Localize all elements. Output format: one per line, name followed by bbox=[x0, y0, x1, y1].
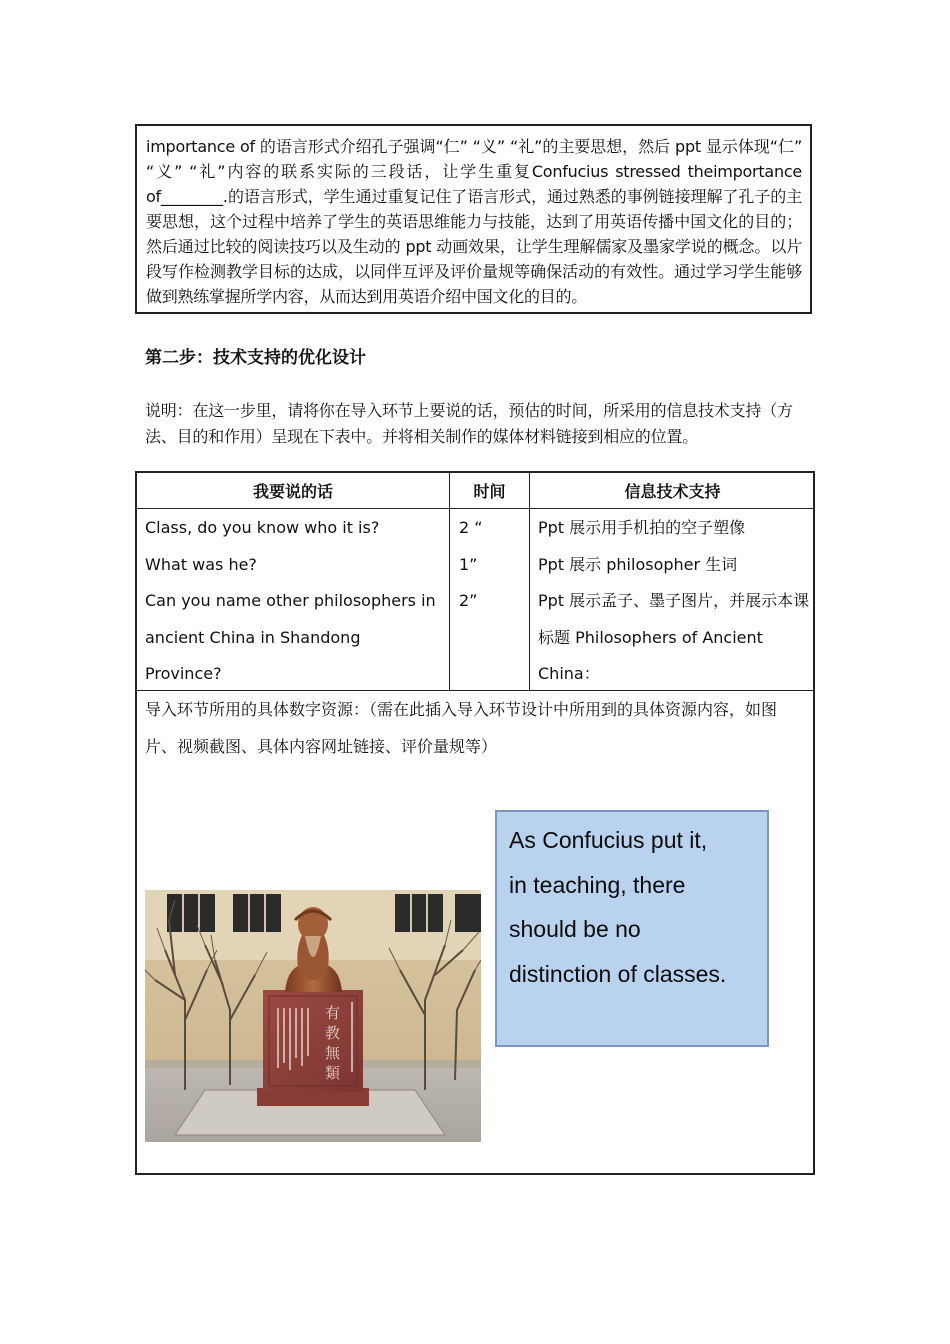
resource-description: 导入环节所用的具体数字资源：（需在此插入导入环节设计中所用到的具体资源内容，如图片、视频截图、具体内容网址链接、评价量规等） bbox=[145, 700, 778, 756]
inscription-char: 類 bbox=[325, 1064, 341, 1082]
support-line: 标题 Philosophers of Ancient bbox=[538, 627, 763, 647]
speech-line: What was he? bbox=[145, 554, 257, 574]
header-support: 信息技术支持 bbox=[624, 482, 721, 501]
quote-line: As Confucius put it, bbox=[509, 827, 708, 853]
support-line: China： bbox=[538, 664, 600, 684]
header-divider bbox=[137, 508, 813, 509]
speech-line: Province? bbox=[145, 664, 222, 684]
speech-line: ancient China in Shandong bbox=[145, 627, 361, 647]
time-line: 1” bbox=[459, 554, 478, 574]
time-cell bbox=[459, 510, 525, 620]
step-heading: 第二步：技术支持的优化设计 bbox=[145, 348, 366, 368]
design-table bbox=[135, 471, 815, 1175]
header-speech: 我要说的话 bbox=[252, 482, 333, 501]
support-line: Ppt 展示用手机拍的空子塑像 bbox=[538, 518, 746, 537]
column-divider bbox=[449, 473, 450, 691]
time-line: 2” bbox=[459, 591, 478, 611]
speech-line: Can you name other philosophers in bbox=[145, 591, 436, 611]
quote-line: should be no bbox=[509, 916, 641, 942]
instructions-text: 说明：在这一步里，请将你在导入环节上要说的话，预估的时间，所采用的信息技术支持（方法、目的和作用）呈现在下表中。并将相关制作的媒体材料链接到相应的位置。 bbox=[145, 401, 793, 446]
speech-cell bbox=[145, 510, 445, 693]
inscription-char: 有 bbox=[325, 1004, 341, 1022]
quote-line: in teaching, there bbox=[509, 871, 686, 898]
inscription-char: 無 bbox=[325, 1044, 341, 1062]
summary-box bbox=[135, 124, 812, 314]
summary-text: importance of 的语言形式介绍孔子强调“仁” “义” “礼”的主要思想，然后 ppt 显示体现“仁” “义” “礼”内容的联系实际的三段话，让学生重复Confucius stressed theimportance of________.的语言形式，学生通过重复记住了语言形式，通过熟悉的事例链接理解了孔子的主要思想，这个过程中培养了学生的英语思维能力与技能，达到了用英语传播中国文化的目的；然后通过比较的阅读技巧以及生动的 ppt 动画效果，让学生理解儒家及墨家学说的概念。以片段写作检测教学目标的达成，以同伴互评及评价量规等确保活动的有效性。通过学习学生能够做到熟练掌握所学内容，从而达到用英语介绍中国文化的目的。 bbox=[146, 137, 802, 306]
inscription-char: 教 bbox=[325, 1024, 341, 1042]
time-line: 2 “ bbox=[459, 518, 483, 537]
support-cell bbox=[538, 510, 813, 693]
support-line: Ppt 展示孟子、墨子图片，并展示本课 bbox=[538, 591, 810, 611]
speech-line: Class, do you know who it is? bbox=[145, 518, 380, 537]
support-line: Ppt 展示 philosopher 生词 bbox=[538, 554, 738, 574]
confucius-statue-photo bbox=[145, 890, 481, 1142]
quote-line: distinction of classes. bbox=[509, 960, 727, 987]
header-time: 时间 bbox=[473, 482, 506, 501]
column-divider bbox=[529, 473, 530, 691]
quote-callout bbox=[495, 810, 769, 1047]
